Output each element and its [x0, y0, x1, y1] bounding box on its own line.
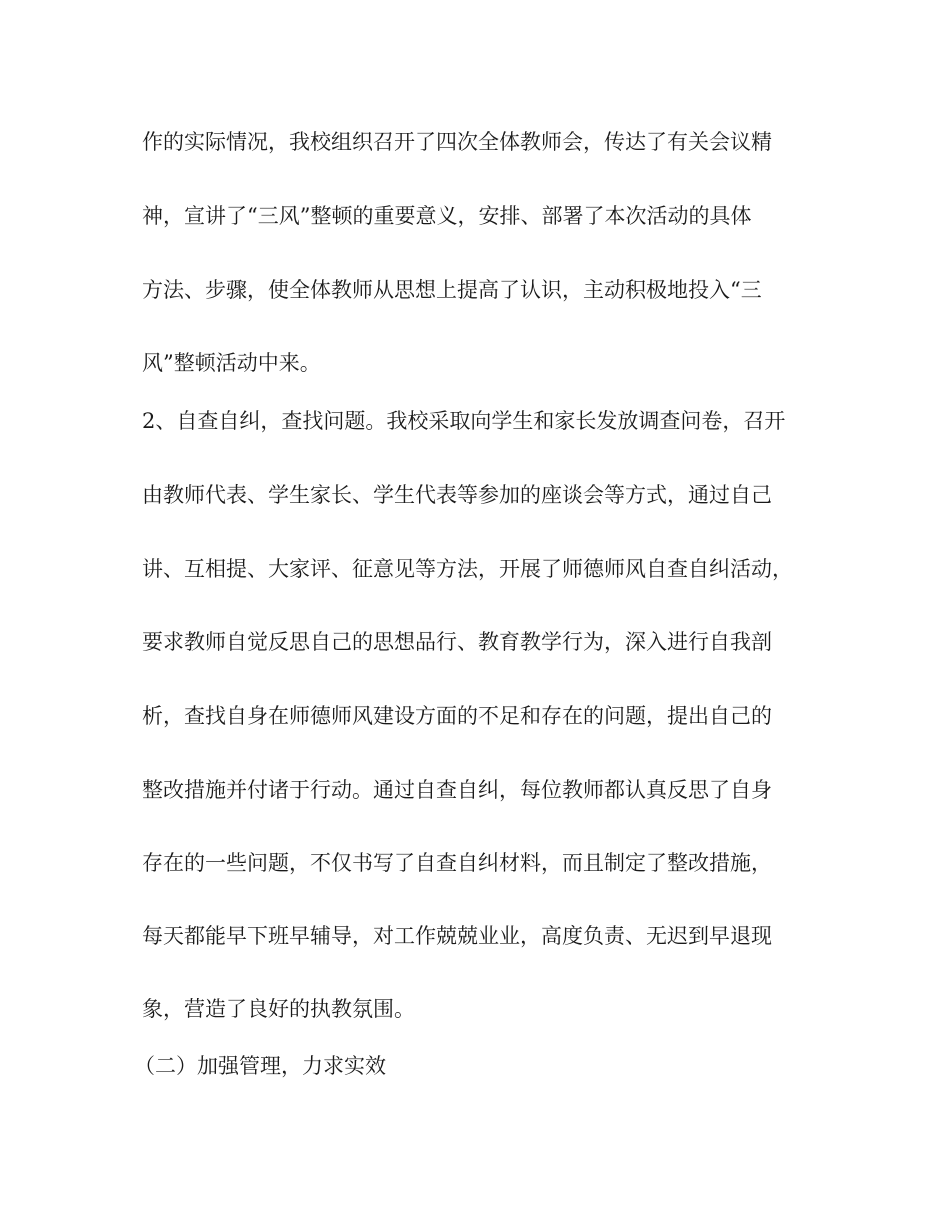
paragraph-line: 要求教师自觉反思自己的思想品行、教育教学行为，深入进行自我剖	[142, 630, 772, 654]
paragraph-line: 神，宣讲了“三风”整顿的重要意义，安排、部署了本次活动的具体	[142, 204, 752, 228]
paragraph-line: 象，营造了良好的执教氛围。	[142, 997, 415, 1021]
paragraph-line: 析，查找自身在师德师风建设方面的不足和存在的问题，提出自己的	[142, 704, 772, 728]
paragraph-line: 风”整顿活动中来。	[142, 351, 321, 375]
section-heading: （二）加强管理，力求实效	[134, 1054, 386, 1078]
paragraph-line: 讲、互相提、大家评、征意见等方法，开展了师德师风自查自纠活动，	[142, 557, 793, 581]
paragraph-line: 2、自查自纠，查找问题。我校采取向学生和家长发放调查问卷，召开	[142, 409, 786, 433]
paragraph-line: 作的实际情况，我校组织召开了四次全体教师会，传达了有关会议精	[142, 130, 772, 154]
paragraph-line: 存在的一些问题，不仅书写了自查自纠材料，而且制定了整改措施，	[142, 851, 772, 875]
paragraph-line: 整改措施并付诸于行动。通过自查自纠，每位教师都认真反思了自身	[142, 778, 772, 802]
paragraph-line: 由教师代表、学生家长、学生代表等参加的座谈会等方式，通过自己	[142, 483, 772, 507]
paragraph-line: 方法、步骤，使全体教师从思想上提高了认识，主动积极地投入“三	[142, 278, 762, 302]
paragraph-line: 每天都能早下班早辅导，对工作兢兢业业，高度负责、无迟到早退现	[142, 924, 772, 948]
